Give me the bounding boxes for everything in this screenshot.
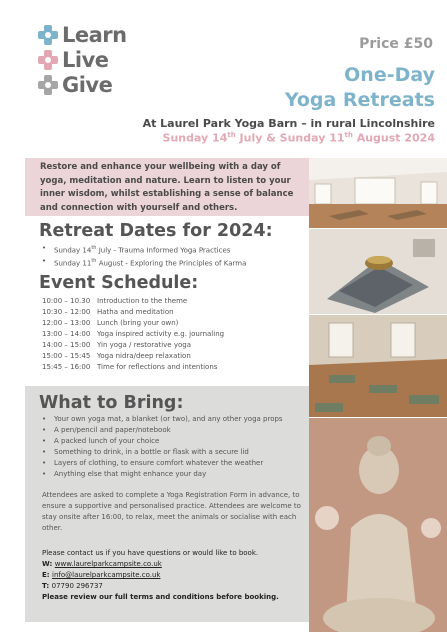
email-link[interactable]: info@laurelparkcampsite.co.uk (52, 571, 161, 579)
list-item: • Layers of clothing, to ensure comfort whatever the weather (42, 458, 283, 469)
schedule-time: 12:00 – 13:00 (42, 319, 91, 327)
contact-phone (42, 581, 279, 592)
contact-web (42, 559, 279, 570)
cross-circle-icon (38, 75, 58, 95)
schedule-time: 10:30 – 12:00 (42, 308, 91, 316)
bring-list (42, 414, 283, 480)
contact-intro: Please contact us if you have questions or would like to book. (42, 549, 259, 557)
retreat-dates-list (42, 243, 246, 270)
cross-circle-icon (38, 50, 58, 70)
item-text: Sunday 14 (54, 246, 92, 255)
dates-sup: th (227, 131, 236, 139)
bring-heading: What to Bring: (39, 393, 184, 413)
schedule-row (42, 340, 224, 351)
list-item: • Your own yoga mat, a blanket (or two), and any other yoga props (42, 414, 283, 425)
schedule-activity: Hatha and meditation (97, 308, 174, 316)
schedule-activity: Yin yoga / restorative yoga (97, 341, 191, 349)
logo-word-learn: Learn (62, 23, 127, 47)
logo (38, 24, 127, 99)
schedule-time: 15:45 – 16:00 (42, 363, 91, 371)
dates-part: August 2024 (352, 131, 435, 145)
dates-sup: th (344, 131, 353, 139)
schedule-list (42, 296, 224, 373)
item-text: Sunday 11 (54, 259, 92, 268)
logo-row-learn (38, 24, 127, 46)
studio-with-mats-photo (309, 315, 447, 417)
schedule-row (42, 318, 224, 329)
list-item: • Anything else that might enhance your day (42, 469, 283, 480)
schedule-heading: Event Schedule: (39, 273, 199, 293)
venue-subtitle: At Laurel Park Yoga Barn – in rural Lincolnshire (142, 117, 435, 130)
email-label: E: (42, 571, 53, 579)
schedule-time: 13:00 – 14:00 (42, 330, 91, 338)
logo-row-live (38, 49, 127, 71)
price: Price £50 (359, 36, 433, 52)
logo-row-give (38, 74, 127, 96)
schedule-time: 14:00 – 15:00 (42, 341, 91, 349)
terms-note: Please review our full terms and conditions before booking. (42, 593, 279, 601)
schedule-activity: Introduction to the theme (97, 297, 188, 305)
phone-number: 07790 296737 (51, 582, 103, 590)
retreat-dates-heading: Retreat Dates for 2024: (39, 221, 273, 241)
logo-word-give: Give (62, 73, 113, 97)
schedule-activity: Lunch (bring your own) (97, 319, 179, 327)
web-label: W: (42, 560, 55, 568)
schedule-time: 15:00 – 15:45 (42, 352, 91, 360)
schedule-row (42, 329, 224, 340)
schedule-activity: Yoga nidra/deep relaxation (97, 352, 191, 360)
list-item: • Something to drink, in a bottle or flask with a secure lid (42, 447, 283, 458)
list-item (42, 243, 246, 256)
page-title-line-1: One-Day (344, 64, 435, 86)
schedule-row (42, 307, 224, 318)
item-text: August - Exploring the Principles of Karma (96, 259, 247, 268)
page-title-line-2: Yoga Retreats (284, 89, 435, 111)
website-link[interactable]: www.laurelparkcampsite.co.uk (54, 560, 162, 568)
logo-word-live: Live (62, 48, 109, 72)
buddha-statue-photo (309, 418, 447, 632)
singing-bowl-photo (309, 229, 447, 314)
dates-part: July & Sunday 11 (235, 131, 345, 145)
schedule-row (42, 362, 224, 373)
list-item: • A pen/pencil and paper/notebook (42, 425, 283, 436)
schedule-activity: Yoga inspired activity e.g. journaling (97, 330, 225, 338)
item-sup: th (91, 245, 97, 251)
phone-label: T: (42, 582, 52, 590)
list-item (42, 256, 246, 269)
schedule-time: 10:00 – 10.30 (42, 297, 91, 305)
item-sup: th (91, 258, 97, 265)
cross-circle-icon (38, 25, 58, 45)
schedule-activity: Time for reflections and intentions (97, 363, 218, 371)
contact-block (42, 548, 279, 603)
dates-part: Sunday 14 (162, 131, 228, 145)
schedule-row (42, 351, 224, 362)
item-text: July - Trauma Informed Yoga Practices (96, 246, 231, 255)
intro-text: Restore and enhance your wellbeing with a day of yoga, meditation and nature. Learn to listen to your inner wisdom, whilst establishing a sense of balance and connection with yourself and others. (40, 162, 294, 213)
contact-email (42, 570, 279, 581)
list-item: • A packed lunch of your choice (42, 436, 283, 447)
registration-note: Attendees are asked to complete a Yoga Registration Form in advance, to ensure a supportive and personalised practice. Attendees are welcome to stay onsite after 16:00, to relax, meet the animals or socialise with each other. (42, 491, 301, 532)
event-dates (163, 131, 435, 145)
yoga-barn-room-photo (309, 158, 447, 228)
schedule-row (42, 296, 224, 307)
